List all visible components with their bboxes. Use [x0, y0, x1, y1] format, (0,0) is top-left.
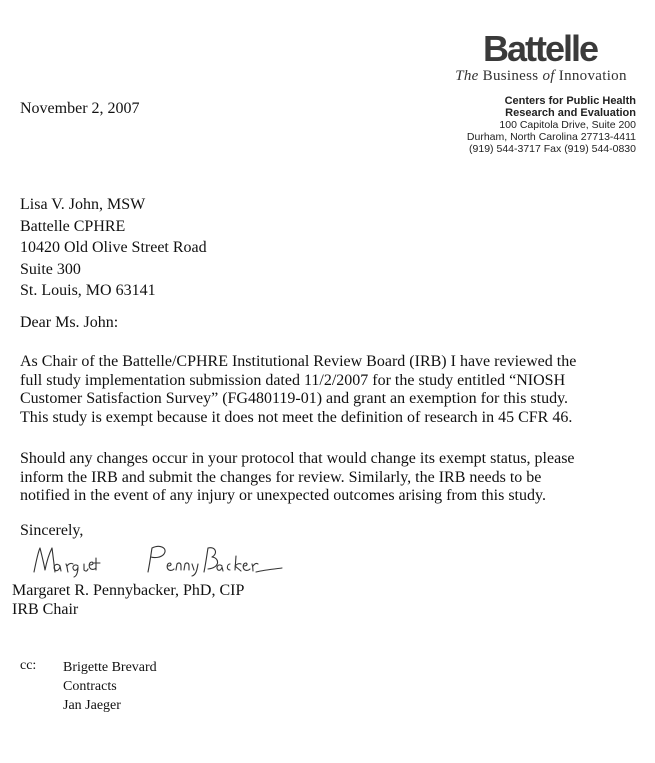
paragraph-line: notified in the event of any injury or unexpected outcomes arising from this study.: [20, 487, 546, 505]
letterhead-tagline: [448, 68, 634, 85]
center-address-line2: Durham, North Carolina 27713-4411: [466, 131, 636, 143]
signer-title: IRB Chair: [12, 601, 79, 618]
paragraph-line: inform the IRB and submit the changes for review. Similarly, the IRB needs to be: [20, 468, 542, 486]
recipient-org: Battelle CPHRE: [20, 217, 126, 235]
cc-label: cc:: [20, 658, 37, 673]
letter-date: November 2, 2007: [20, 100, 140, 117]
tagline-business: Business: [478, 68, 543, 84]
tagline-innovation: Innovation: [554, 68, 627, 84]
cc-list: [63, 658, 157, 715]
cc-recipient: Brigette Brevard: [63, 660, 157, 675]
center-name-line2: Research and Evaluation: [505, 107, 636, 119]
recipient-suite: Suite 300: [20, 260, 81, 278]
recipient-city: St. Louis, MO 63141: [20, 282, 156, 299]
tagline-the: The: [455, 68, 479, 84]
paragraph-line: This study is exempt because it does not meet the definition of research in 45 CFR 46.: [20, 409, 573, 427]
closing: Sincerely,: [20, 522, 84, 539]
center-phone-fax: (919) 544-3717 Fax (919) 544-0830: [469, 143, 636, 155]
recipient-street: 10420 Old Olive Street Road: [20, 239, 207, 256]
handwritten-signature: [30, 542, 290, 578]
recipient-address: [20, 194, 207, 302]
center-name-line1: Centers for Public Health: [504, 95, 636, 107]
paragraph-line: As Chair of the Battelle/CPHRE Institutional Review Board (IRB) I have reviewed the: [20, 353, 577, 370]
battelle-logo: Battelle: [482, 28, 598, 69]
signer-name: Margaret R. Pennybacker, PhD, CIP: [12, 582, 245, 599]
recipient-name: Lisa V. John, MSW: [20, 196, 146, 213]
signer-block: [12, 581, 244, 619]
paragraph-line: Should any changes occur in your protocol that would change its exempt status, please: [20, 450, 575, 467]
paragraph-line: full study implementation submission dated 11/2/2007 for the study entitled “NIOSH: [20, 371, 566, 389]
body-paragraph-2: [20, 450, 640, 506]
cc-recipient: Jan Jaeger: [63, 698, 121, 713]
cc-recipient: Contracts: [63, 679, 117, 694]
center-address-line1: 100 Capitola Drive, Suite 200: [499, 119, 636, 131]
salutation: Dear Ms. John:: [20, 314, 119, 331]
paragraph-line: Customer Satisfaction Survey” (FG480119-01) and grant an exemption for this study.: [20, 390, 569, 408]
body-paragraph-1: [20, 353, 640, 428]
letterhead-center-info: [440, 95, 636, 155]
tagline-of: of: [542, 68, 555, 84]
